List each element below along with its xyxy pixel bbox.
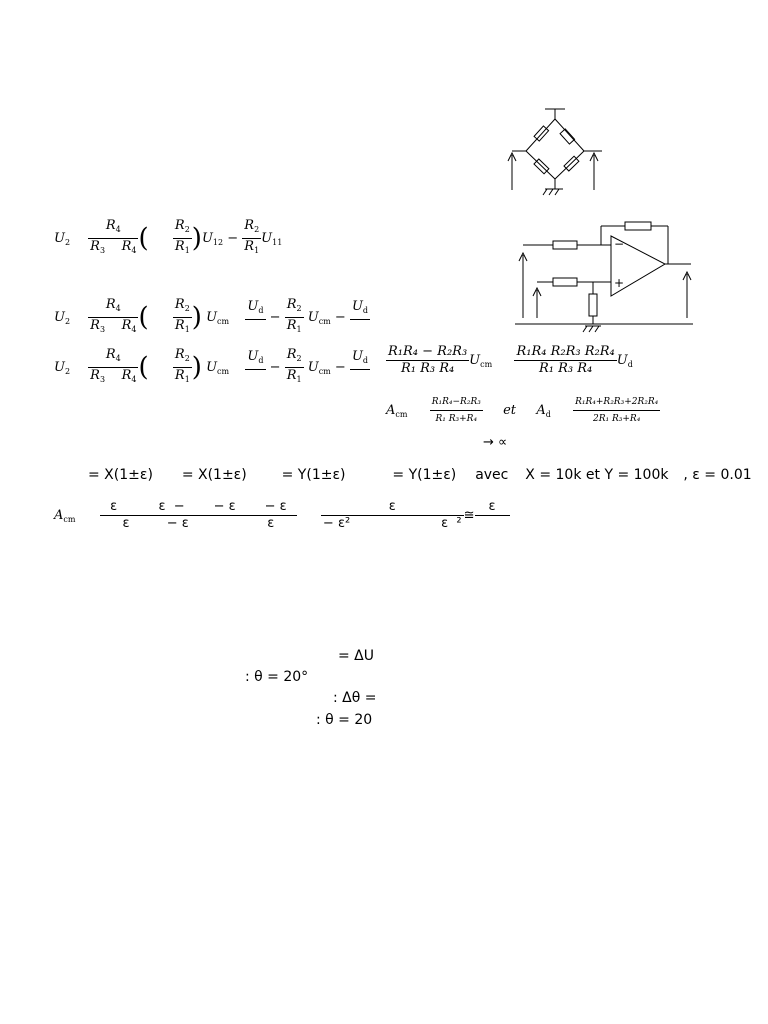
- close-paren: ): [191, 223, 202, 254]
- bridge-resistor-2: [560, 129, 575, 144]
- equation-3-right: $\frac{\text{R₁R₄ − R₂R₃}}{\text{R₁ R₃ R₄}}$ $U_{cm}$ $\frac{\text{R₁R₄ R₂R₃ R₂R₄}}{\text{R₁ R₃ R₄}}$ $U_d$: [388, 344, 633, 376]
- ground-hatch: [589, 326, 593, 332]
- ucm-symbol: U: [206, 310, 218, 325]
- equation-2: $U_2$ $\frac{R_4}{R_3 R_4}$ ( $\frac{R_2}{R_1}$ ) $U_{cm}$ $U_d$ − $\frac{R_2}{R_1}$ $U_{cm}$ − $U_d$: [54, 297, 369, 334]
- ad-label: A: [536, 403, 546, 418]
- fraction-d-coefficient: $\frac{\text{R₁R₄ R₂R₃ R₂R₄}}{\text{R₁ R₃ R₄}}$: [516, 344, 615, 376]
- equation-3: $U_2$ $\frac{R_4}{R_3 R_4}$ ( $\frac{R_2}{R_1}$ ) $U_{cm}$ $U_d$ − $\frac{R_2}{R_1}$ $U_{cm}$ − $U_d$: [54, 347, 369, 384]
- resistor-r2: [625, 222, 651, 230]
- ground-hatch: [595, 326, 599, 332]
- approx-equal-sign: ≅: [463, 508, 475, 523]
- resistor-r4: [589, 294, 597, 316]
- fraction-r2-over-r1: $\frac{R_2}{R_1}$: [174, 218, 190, 255]
- fraction-r2-over-r1-b: $\frac{R_2}{R_1}$: [244, 218, 260, 255]
- gain-definitions: $A_{cm}$ $\frac{\text{R₁R₄−R₂R₃}}{\text{R₁ R₃+R₄}}$ et $A_d$ $\frac{\text{R₁R₄+R₂R₃+2R₂R₄}}{\text{2R₁ R₃+R₄}}$: [386, 394, 660, 427]
- y-value: Y = 100k: [604, 467, 669, 483]
- acm-epsilon-fraction-3: ε: [475, 499, 510, 532]
- theta-line-1: : θ = 20°: [245, 669, 309, 685]
- bridge-arm-top-left: [526, 119, 555, 151]
- fraction-cm-coefficient: $\frac{\text{R₁R₄ − R₂R₃}}{\text{R₁ R₃ R₄}}$: [388, 344, 468, 376]
- opamp-minus-sign: −: [614, 237, 625, 251]
- u12-symbol: U: [201, 231, 213, 246]
- ad-fraction: $\frac{\text{R₁R₄+R₂R₃+2R₂R₄}}{\text{2R₁ R₃+R₄}}$: [573, 394, 660, 427]
- tolerance-r3: = Y(1±ε): [281, 467, 346, 483]
- fraction-ud-half: $U_d$: [245, 299, 265, 336]
- avec-word: avec: [475, 467, 509, 483]
- epsilon-value: , ε = 0.01: [683, 467, 752, 483]
- opamp-plus-sign: +: [614, 276, 625, 290]
- et-word: et: [503, 403, 517, 418]
- lhs-subscript: 2: [64, 237, 71, 247]
- bridge-circuit-diagram: [500, 105, 610, 200]
- acm-epsilon-fraction-1: $\frac{\text{ε ε − − ε − ε}}{\text{ε − ε ε}}$: [100, 499, 297, 532]
- acm-epsilon-equation: $A_{cm}$ $\frac{\text{ε ε − − ε − ε}}{\text{ε − ε ε}}$ $\frac{\varepsilon}{\text{− ε² ε ²}}$ ≅ ε: [54, 499, 510, 532]
- tolerance-r2: = X(1±ε): [181, 467, 247, 483]
- u11-symbol: U: [261, 231, 273, 246]
- bridge-arm-top-right: [555, 119, 584, 151]
- delta-theta-line: : Δθ =: [333, 690, 377, 706]
- opamp-circuit-diagram: [515, 218, 695, 338]
- bridge-arm-bottom-left: [526, 151, 555, 179]
- acm-label: A: [386, 403, 396, 418]
- minus-sign: −: [227, 231, 239, 246]
- bridge-arm-bottom-right: [555, 151, 584, 179]
- open-paren: (: [138, 223, 149, 254]
- x-value: X = 10k: [525, 467, 582, 483]
- theta-line-2: : θ = 20: [316, 712, 373, 728]
- ground-hatch: [583, 326, 587, 332]
- delta-u-line: = ΔU: [338, 648, 375, 664]
- equation-1: $U_2$ $\frac{R_4}{R_3 R_4}$ ( $\frac{R_2}{R_1}$ )$U_{12}$ − $\frac{R_2}{R_1}$ $U_{11}$: [54, 218, 282, 259]
- tolerance-r1: = X(1±ε): [88, 467, 153, 483]
- et-word-2: et: [585, 467, 600, 483]
- limit-arrow-infinity: → ∝: [483, 435, 508, 450]
- tolerance-line: [88, 467, 752, 483]
- resistor-r3: [553, 278, 577, 286]
- lhs-symbol: U: [54, 230, 65, 246]
- resistor-r1: [553, 241, 577, 249]
- acm-fraction: $\frac{\text{R₁R₄−R₂R₃}}{\text{R₁ R₃+R₄}}$: [430, 394, 483, 427]
- fraction-r4-over-r3r4: $\frac{R_4}{R_3 R_4}$: [90, 218, 137, 255]
- ground-hatch: [549, 189, 553, 195]
- ground-hatch: [543, 189, 547, 195]
- ground-hatch: [555, 189, 559, 195]
- tolerance-r4: = Y(1±ε): [392, 467, 457, 483]
- acm-epsilon-fraction-2: $\frac{\varepsilon}{\text{− ε² ε ²}}$: [322, 499, 462, 531]
